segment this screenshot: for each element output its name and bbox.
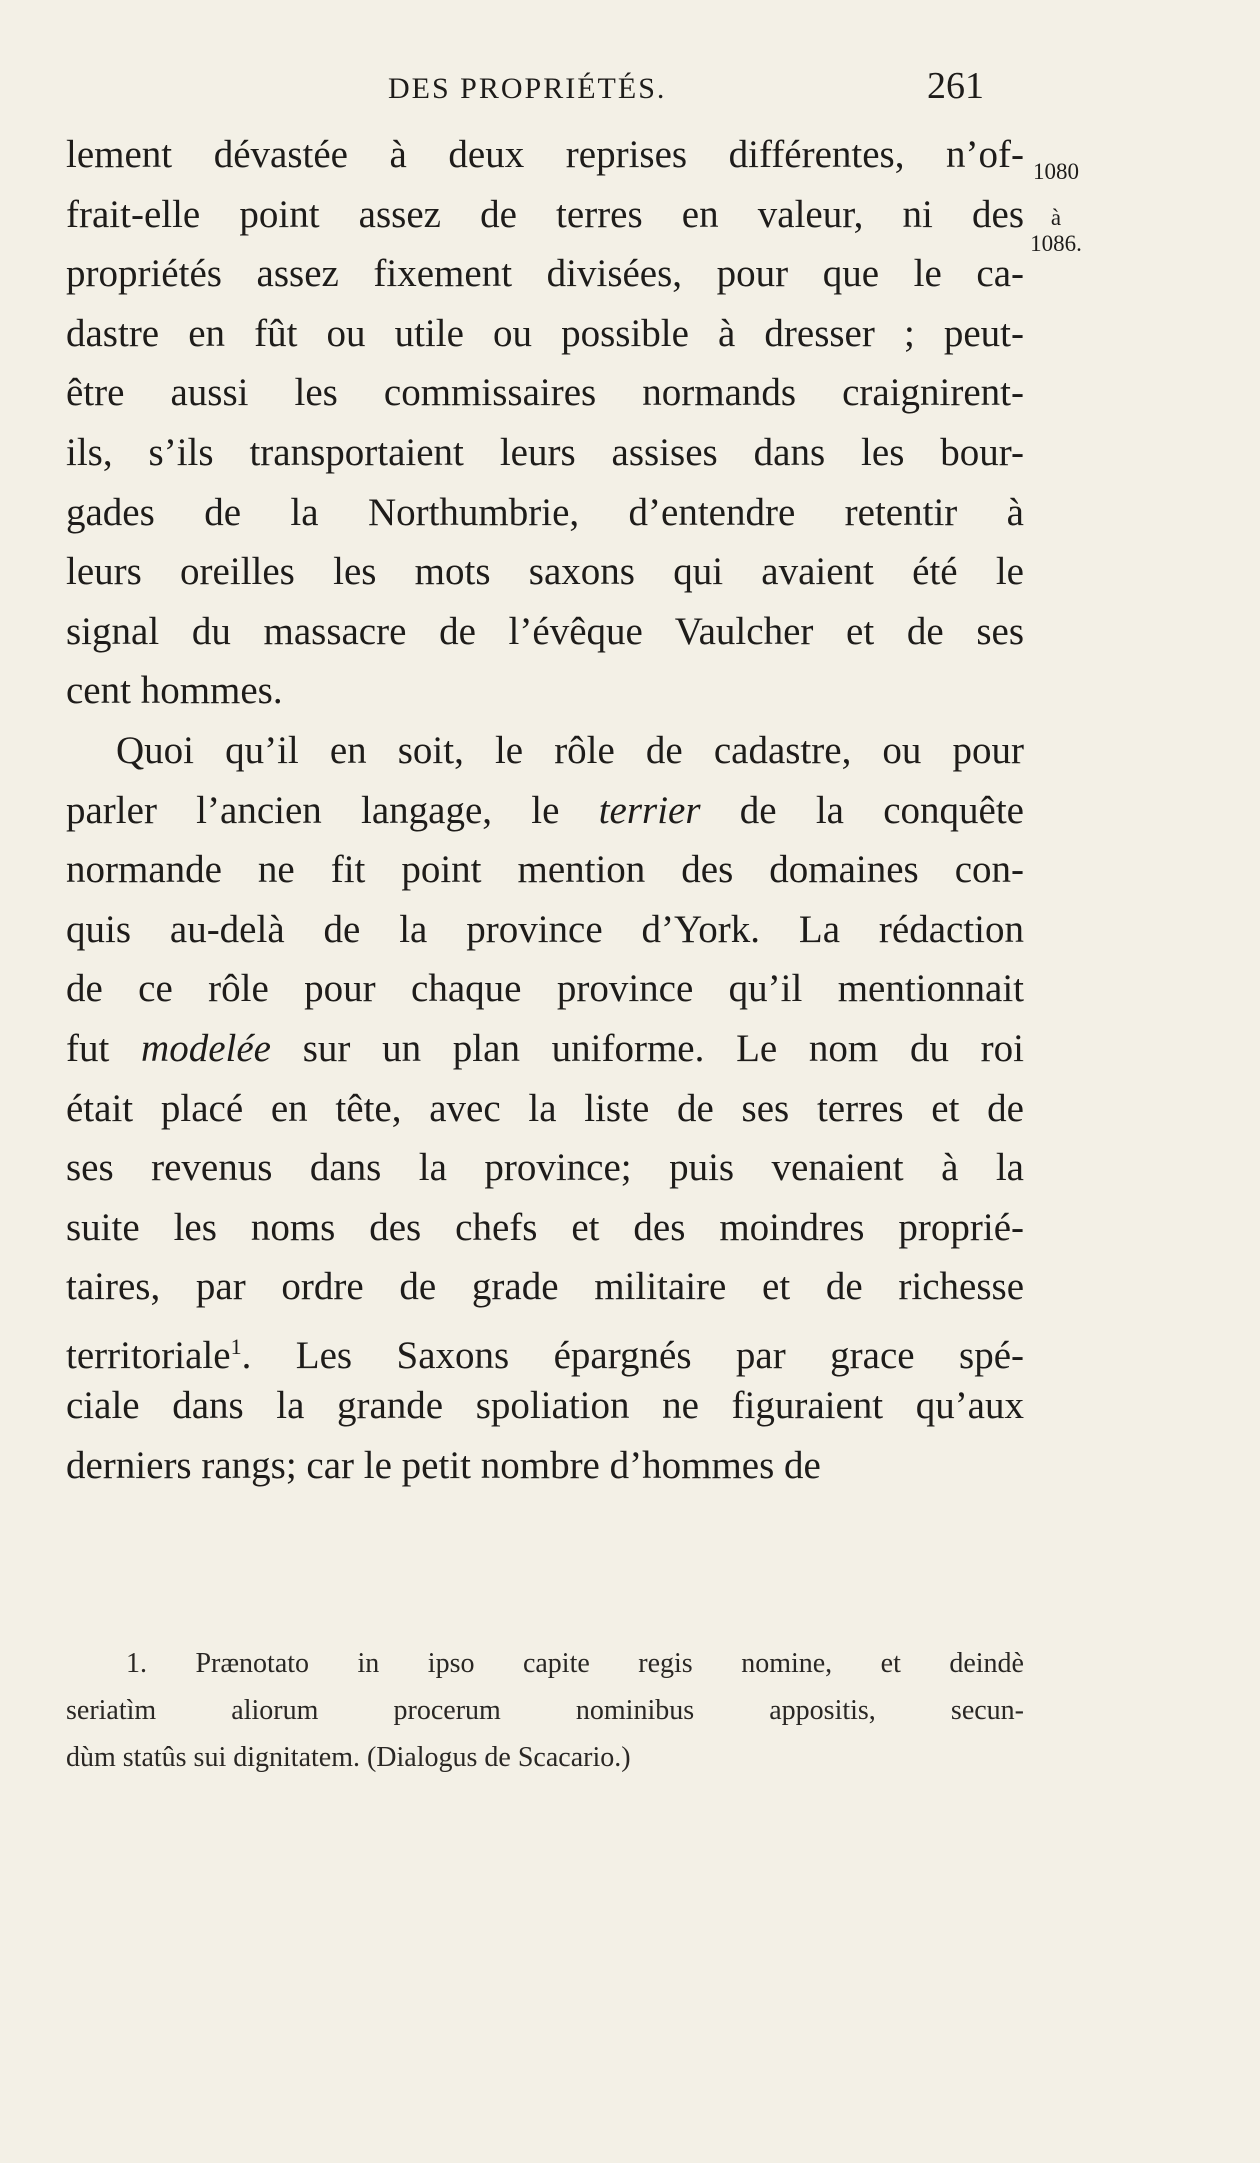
- footnote-line: 1. Prænotato in ipso capite regis nomine, et deindè: [126, 1648, 1024, 1679]
- margin-date-end: 1086.: [1030, 231, 1082, 256]
- text-line: ses revenus dans la province; puis venaient à la: [66, 1146, 1024, 1190]
- footnote-line: seriatìm aliorum procerum nominibus appositis, secun-: [66, 1695, 1024, 1726]
- footnote: [66, 1640, 1024, 1781]
- page-number: 261: [927, 65, 984, 107]
- margin-date-start: 1080: [1033, 159, 1079, 184]
- italic-term-terrier: terrier: [598, 788, 701, 832]
- text-line: dastre en fût ou utile ou possible à dresser ; peut-: [66, 311, 1024, 355]
- text-line: [66, 1317, 1024, 1377]
- text-line: était placé en tête, avec la liste de ses terres et de: [66, 1086, 1024, 1130]
- text-line: derniers rangs; car le petit nombre d’hommes de: [66, 1444, 821, 1488]
- text-line: frait-elle point assez de terres en valeur, ni des: [66, 192, 1024, 236]
- text-line: être aussi les commissaires normands craignirent-: [66, 371, 1024, 415]
- running-header-title: DES PROPRIÉTÉS.: [388, 72, 667, 105]
- margin-date-connector: à: [1050, 205, 1062, 230]
- text-line: [66, 781, 1024, 841]
- text-line: lement dévastée à deux reprises différentes, n’of-: [66, 133, 1024, 176]
- text-line: taires, par ordre de grade militaire et de richesse: [66, 1265, 1024, 1309]
- text-line: leurs oreilles les mots saxons qui avaient été le: [66, 550, 1024, 594]
- text-segment: sur un plan uniforme. Le nom du roi: [302, 1026, 1025, 1070]
- text-line: de ce rôle pour chaque province qu’il mentionnait: [66, 967, 1024, 1011]
- text-line: gades de la Northumbrie, d’entendre retentir à: [66, 490, 1024, 534]
- text-line: Quoi qu’il en soit, le rôle de cadastre, ou pour: [116, 728, 1024, 772]
- text-line: propriétés assez fixement divisées, pour que le ca-: [66, 252, 1024, 296]
- text-line: suite les noms des chefs et des moindres proprié-: [66, 1205, 1024, 1249]
- text-segment: territoriale: [66, 1333, 231, 1377]
- text-segment: . Les Saxons épargnés par grace spé-: [241, 1333, 1024, 1377]
- text-line: quis au-delà de la province d’York. La rédaction: [66, 907, 1024, 951]
- text-line: signal du massacre de l’évêque Vaulcher et de ses: [66, 609, 1024, 653]
- text-line: ils, s’ils transportaient leurs assises dans les bour-: [66, 430, 1024, 474]
- body-text: [66, 125, 1024, 1496]
- text-line: [66, 1019, 1024, 1079]
- text-segment: de la conquête: [739, 788, 1024, 832]
- text-line: normande ne fit point mention des domaines con-: [66, 848, 1024, 892]
- italic-term-modelee: modelée: [141, 1026, 271, 1070]
- footnote-reference: 1: [230, 1333, 242, 1359]
- text-line: cent hommes.: [66, 669, 283, 713]
- text-segment: parler l’ancien langage, le: [66, 788, 560, 832]
- text-segment: fut: [66, 1026, 110, 1070]
- text-line: ciale dans la grande spoliation ne figuraient qu’aux: [66, 1384, 1024, 1428]
- footnote-line: dùm statûs sui dignitatem. (Dialogus de Scacario.): [66, 1742, 631, 1773]
